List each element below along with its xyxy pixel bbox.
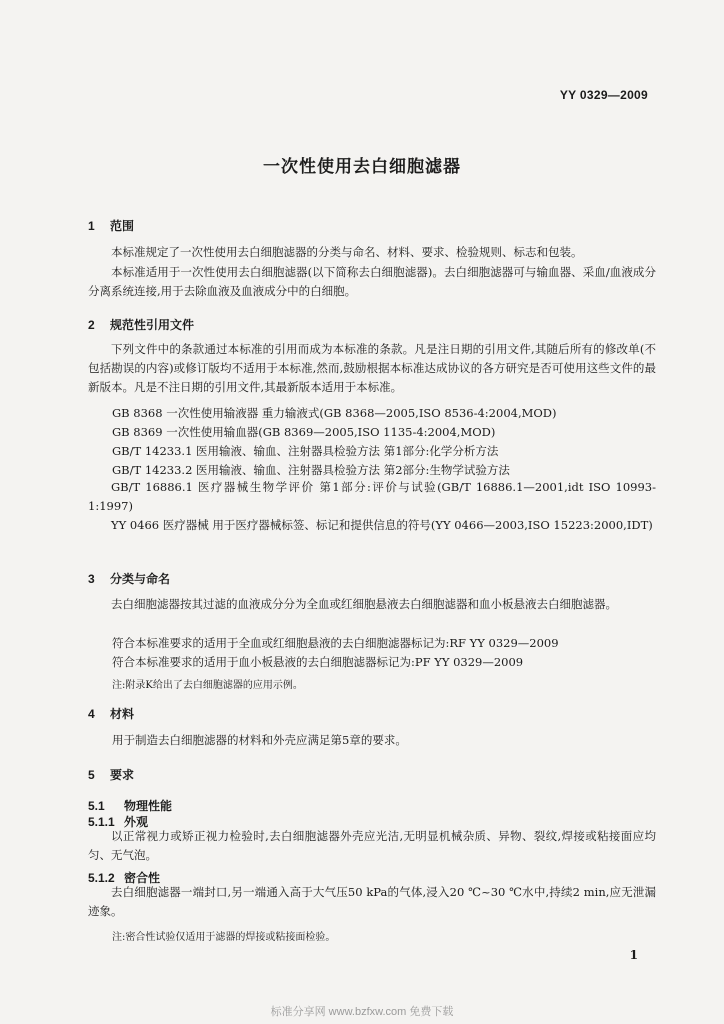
section-5-heading xyxy=(88,766,134,783)
watermark: 标准分享网 www.bzfxw.com 免费下载 xyxy=(270,1006,454,1018)
reference-item: GB/T 14233.1 医用输液、输血、注射器具检验方法 第1部分:化学分析方法 xyxy=(112,444,499,458)
section-5-1-2-note: 注:密合性试验仅适用于滤器的焊接或粘接面检验。 xyxy=(112,932,336,943)
section-1-paragraph-2: 本标准适用于一次性使用去白细胞滤器(以下简称去白细胞滤器)。去白细胞滤器可与输血器、采血/血液成分分离系统连接,用于去除血液及血液成分中的白细胞。 xyxy=(88,265,656,298)
reference-item: GB/T 16886.1 医疗器械生物学评价 第1部分:评价与试验(GB/T 16886.1—2001,idt ISO 10993-1:1997) xyxy=(88,480,656,513)
section-4-heading xyxy=(88,705,134,722)
section-3-paragraph-2: 符合本标准要求的适用于全血或红细胞悬液的去白细胞滤器标记为:RF YY 0329—2009 xyxy=(112,636,559,650)
section-5-1-2-paragraph: 去白细胞滤器一端封口,另一端通入高于大气压50 kPa的气体,浸入20 ℃~30 ℃水中,持续2 min,应无泄漏迹象。 xyxy=(88,885,656,918)
section-title: 材料 xyxy=(110,707,135,721)
section-3-heading xyxy=(88,570,170,587)
section-5-1-heading xyxy=(88,797,172,814)
document-title: 一次性使用去白细胞滤器 xyxy=(263,157,461,177)
section-4-paragraph-1: 用于制造去白细胞滤器的材料和外壳应满足第5章的要求。 xyxy=(112,733,407,747)
section-3-paragraph-3: 符合本标准要求的适用于血小板悬液的去白细胞滤器标记为:PF YY 0329—2009 xyxy=(112,655,524,669)
section-1-heading xyxy=(88,217,134,234)
section-title: 要求 xyxy=(110,768,135,782)
section-number: 5 xyxy=(88,768,95,782)
section-title: 密合性 xyxy=(124,871,161,885)
reference-item: GB/T 14233.2 医用输液、输血、注射器具检验方法 第2部分:生物学试验方法 xyxy=(112,463,510,477)
section-5-1-1-paragraph: 以正常视力或矫正视力检验时,去白细胞滤器外壳应光洁,无明显机械杂质、异物、裂纹,焊接或粘接面应均匀、无气泡。 xyxy=(88,829,656,862)
section-3-note: 注:附录K给出了去白细胞滤器的应用示例。 xyxy=(112,680,303,691)
section-number: 5.1.1 xyxy=(88,815,115,829)
section-title: 规范性引用文件 xyxy=(110,318,195,332)
page-number: 1 xyxy=(629,948,638,962)
section-number: 2 xyxy=(88,318,95,332)
section-number: 1 xyxy=(88,219,95,233)
section-number: 5.1 xyxy=(88,799,105,813)
section-1-paragraph-1: 本标准规定了一次性使用去白细胞滤器的分类与命名、材料、要求、检验规则、标志和包装。 xyxy=(111,245,583,259)
section-2-intro: 下列文件中的条款通过本标准的引用而成为本标准的条款。凡是注日期的引用文件,其随后所有的修改单(不包括勘误的内容)或修订版均不适用于本标准,然而,鼓励根据本标准达成协议的各方研究是否可使用这些文件的最新版本。凡是不注日期的引用文件,其最新版本适用于本标准。 xyxy=(88,342,656,394)
section-number: 3 xyxy=(88,572,95,586)
section-title: 分类与命名 xyxy=(110,572,171,586)
reference-item: GB 8369 一次性使用输血器(GB 8369—2005,ISO 1135-4:2004,MOD) xyxy=(112,425,496,439)
section-number: 5.1.2 xyxy=(88,871,115,885)
section-title: 物理性能 xyxy=(124,799,173,813)
reference-item: YY 0466 医疗器械 用于医疗器械标签、标记和提供信息的符号(YY 0466—2003,ISO 15223:2000,IDT) xyxy=(111,518,653,532)
section-2-heading xyxy=(88,316,194,333)
section-title: 外观 xyxy=(124,815,149,829)
standard-code: YY 0329—2009 xyxy=(559,88,648,102)
section-title: 范围 xyxy=(110,219,135,233)
section-number: 4 xyxy=(88,707,95,721)
section-3-paragraph-1: 去白细胞滤器按其过滤的血液成分分为全血或红细胞悬液去白细胞滤器和血小板悬液去白细胞滤器。 xyxy=(111,597,617,611)
reference-item: GB 8368 一次性使用输液器 重力输液式(GB 8368—2005,ISO 8536-4:2004,MOD) xyxy=(112,406,557,420)
